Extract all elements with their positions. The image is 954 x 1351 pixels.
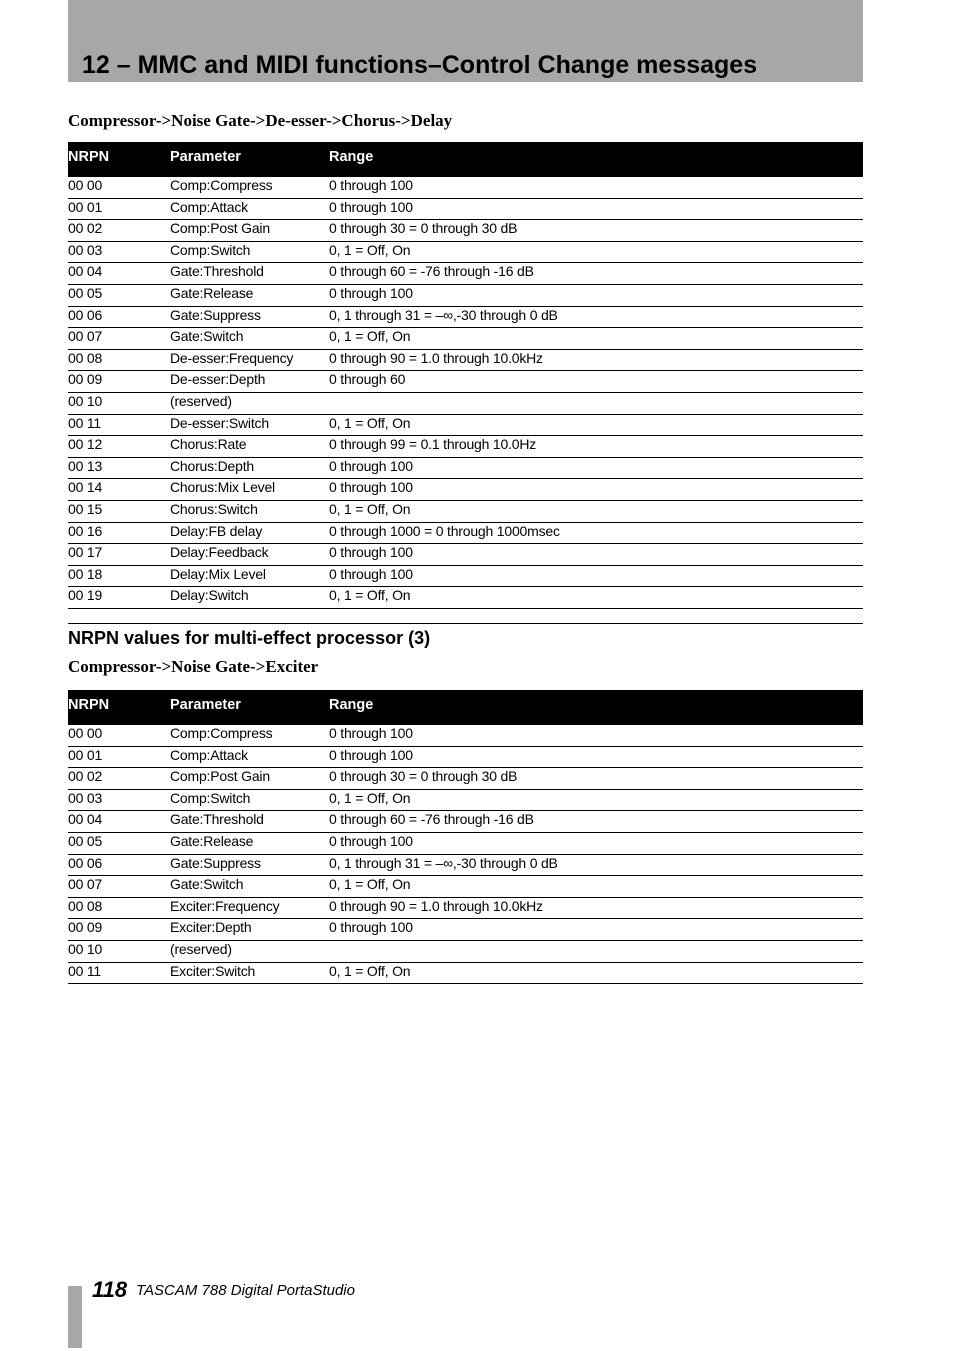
cell-parameter: De-esser:Switch bbox=[170, 414, 329, 436]
cell-parameter: Delay:FB delay bbox=[170, 522, 329, 544]
cell-range: 0 through 90 = 1.0 through 10.0kHz bbox=[329, 897, 863, 919]
column-header-nrpn: NRPN bbox=[68, 690, 170, 725]
cell-nrpn: 00 16 bbox=[68, 522, 170, 544]
table2-body bbox=[68, 725, 863, 984]
cell-parameter: Comp:Attack bbox=[170, 746, 329, 768]
footer-bar bbox=[68, 1286, 82, 1348]
cell-range: 0, 1 through 31 = –∞,-30 through 0 dB bbox=[329, 306, 863, 328]
cell-range: 0, 1 = Off, On bbox=[329, 328, 863, 350]
cell-range: 0, 1 = Off, On bbox=[329, 500, 863, 522]
nrpn-table-exciter bbox=[68, 690, 863, 984]
cell-parameter: Exciter:Depth bbox=[170, 919, 329, 941]
cell-range bbox=[329, 392, 863, 414]
cell-range: 0 through 90 = 1.0 through 10.0kHz bbox=[329, 349, 863, 371]
cell-range: 0 through 100 bbox=[329, 746, 863, 768]
cell-parameter: Chorus:Mix Level bbox=[170, 479, 329, 501]
table-row bbox=[68, 811, 863, 833]
table-row bbox=[68, 876, 863, 898]
cell-parameter: Gate:Release bbox=[170, 284, 329, 306]
section-title: NRPN values for multi-effect processor (3) bbox=[68, 628, 431, 648]
cell-nrpn: 00 08 bbox=[68, 897, 170, 919]
cell-range: 0, 1 = Off, On bbox=[329, 414, 863, 436]
cell-parameter: Delay:Switch bbox=[170, 587, 329, 609]
table1-body bbox=[68, 177, 863, 608]
cell-nrpn: 00 08 bbox=[68, 349, 170, 371]
column-header-nrpn: NRPN bbox=[68, 142, 170, 177]
table-row bbox=[68, 544, 863, 566]
cell-nrpn: 00 06 bbox=[68, 854, 170, 876]
cell-nrpn: 00 01 bbox=[68, 746, 170, 768]
cell-range bbox=[329, 940, 863, 962]
cell-range: 0, 1 through 31 = –∞,-30 through 0 dB bbox=[329, 854, 863, 876]
cell-range: 0 through 100 bbox=[329, 832, 863, 854]
cell-nrpn: 00 10 bbox=[68, 392, 170, 414]
cell-parameter: Comp:Post Gain bbox=[170, 220, 329, 242]
table1-subtitle: Compressor->Noise Gate->De-esser->Chorus->Delay bbox=[68, 111, 453, 130]
cell-parameter: Chorus:Depth bbox=[170, 457, 329, 479]
table-row bbox=[68, 832, 863, 854]
cell-range: 0, 1 = Off, On bbox=[329, 876, 863, 898]
table-row bbox=[68, 457, 863, 479]
cell-range: 0, 1 = Off, On bbox=[329, 241, 863, 263]
column-header-parameter: Parameter bbox=[170, 690, 329, 725]
cell-nrpn: 00 07 bbox=[68, 876, 170, 898]
cell-parameter: (reserved) bbox=[170, 940, 329, 962]
cell-parameter: Gate:Threshold bbox=[170, 811, 329, 833]
table-row bbox=[68, 897, 863, 919]
cell-range: 0, 1 = Off, On bbox=[329, 962, 863, 984]
cell-parameter: Chorus:Switch bbox=[170, 500, 329, 522]
table-row bbox=[68, 220, 863, 242]
cell-nrpn: 00 11 bbox=[68, 414, 170, 436]
cell-parameter: Delay:Feedback bbox=[170, 544, 329, 566]
table-row bbox=[68, 479, 863, 501]
cell-parameter: Gate:Threshold bbox=[170, 263, 329, 285]
cell-range: 0 through 1000 = 0 through 1000msec bbox=[329, 522, 863, 544]
cell-nrpn: 00 02 bbox=[68, 220, 170, 242]
table-header-row bbox=[68, 142, 863, 177]
table-row bbox=[68, 371, 863, 393]
cell-parameter: Gate:Suppress bbox=[170, 306, 329, 328]
cell-parameter: Comp:Compress bbox=[170, 177, 329, 198]
table-row bbox=[68, 919, 863, 941]
cell-nrpn: 00 01 bbox=[68, 198, 170, 220]
table-row bbox=[68, 436, 863, 458]
cell-range: 0 through 30 = 0 through 30 dB bbox=[329, 768, 863, 790]
table-row bbox=[68, 177, 863, 198]
cell-range: 0 through 100 bbox=[329, 457, 863, 479]
cell-parameter: Exciter:Switch bbox=[170, 962, 329, 984]
cell-nrpn: 00 03 bbox=[68, 789, 170, 811]
chapter-title: 12 – MMC and MIDI functions–Control Change messages bbox=[82, 51, 758, 79]
cell-parameter: De-esser:Frequency bbox=[170, 349, 329, 371]
cell-parameter: De-esser:Depth bbox=[170, 371, 329, 393]
table-row bbox=[68, 500, 863, 522]
cell-nrpn: 00 14 bbox=[68, 479, 170, 501]
cell-range: 0 through 100 bbox=[329, 479, 863, 501]
cell-nrpn: 00 04 bbox=[68, 263, 170, 285]
cell-range: 0 through 99 = 0.1 through 10.0Hz bbox=[329, 436, 863, 458]
cell-parameter: Gate:Switch bbox=[170, 876, 329, 898]
cell-nrpn: 00 00 bbox=[68, 725, 170, 746]
nrpn-table-chorus-delay bbox=[68, 142, 863, 609]
cell-parameter: Chorus:Rate bbox=[170, 436, 329, 458]
cell-parameter: Gate:Release bbox=[170, 832, 329, 854]
page-number: 118 bbox=[92, 1277, 128, 1302]
cell-nrpn: 00 05 bbox=[68, 284, 170, 306]
cell-range: 0 through 100 bbox=[329, 544, 863, 566]
cell-range: 0 through 100 bbox=[329, 198, 863, 220]
cell-nrpn: 00 04 bbox=[68, 811, 170, 833]
footer-product-name: TASCAM 788 Digital PortaStudio bbox=[136, 1282, 355, 1299]
table-row bbox=[68, 789, 863, 811]
cell-nrpn: 00 09 bbox=[68, 919, 170, 941]
table-row bbox=[68, 565, 863, 587]
cell-parameter: Comp:Attack bbox=[170, 198, 329, 220]
cell-nrpn: 00 11 bbox=[68, 962, 170, 984]
cell-nrpn: 00 10 bbox=[68, 940, 170, 962]
cell-range: 0 through 100 bbox=[329, 565, 863, 587]
table-row bbox=[68, 328, 863, 350]
cell-parameter: (reserved) bbox=[170, 392, 329, 414]
table-row bbox=[68, 241, 863, 263]
cell-parameter: Comp:Compress bbox=[170, 725, 329, 746]
table-row bbox=[68, 746, 863, 768]
cell-nrpn: 00 07 bbox=[68, 328, 170, 350]
column-header-range: Range bbox=[329, 142, 863, 177]
cell-range: 0 through 60 = -76 through -16 dB bbox=[329, 263, 863, 285]
cell-parameter: Comp:Post Gain bbox=[170, 768, 329, 790]
table-row bbox=[68, 768, 863, 790]
cell-range: 0 through 100 bbox=[329, 919, 863, 941]
cell-nrpn: 00 02 bbox=[68, 768, 170, 790]
table-row bbox=[68, 725, 863, 746]
table-row bbox=[68, 392, 863, 414]
table-row bbox=[68, 522, 863, 544]
column-header-range: Range bbox=[329, 690, 863, 725]
table-row bbox=[68, 962, 863, 984]
cell-nrpn: 00 03 bbox=[68, 241, 170, 263]
section-divider bbox=[68, 623, 863, 624]
cell-range: 0 through 100 bbox=[329, 725, 863, 746]
table-row bbox=[68, 414, 863, 436]
table-row bbox=[68, 587, 863, 609]
cell-nrpn: 00 00 bbox=[68, 177, 170, 198]
cell-nrpn: 00 05 bbox=[68, 832, 170, 854]
cell-parameter: Comp:Switch bbox=[170, 789, 329, 811]
table-row bbox=[68, 854, 863, 876]
table-row bbox=[68, 198, 863, 220]
cell-range: 0 through 30 = 0 through 30 dB bbox=[329, 220, 863, 242]
cell-range: 0 through 60 = -76 through -16 dB bbox=[329, 811, 863, 833]
cell-nrpn: 00 18 bbox=[68, 565, 170, 587]
cell-range: 0 through 100 bbox=[329, 284, 863, 306]
cell-range: 0 through 100 bbox=[329, 177, 863, 198]
column-header-parameter: Parameter bbox=[170, 142, 329, 177]
table-row bbox=[68, 263, 863, 285]
table-row bbox=[68, 940, 863, 962]
cell-nrpn: 00 13 bbox=[68, 457, 170, 479]
table-row bbox=[68, 306, 863, 328]
cell-parameter: Comp:Switch bbox=[170, 241, 329, 263]
cell-range: 0 through 60 bbox=[329, 371, 863, 393]
table-row bbox=[68, 349, 863, 371]
cell-range: 0, 1 = Off, On bbox=[329, 789, 863, 811]
cell-nrpn: 00 09 bbox=[68, 371, 170, 393]
cell-parameter: Gate:Suppress bbox=[170, 854, 329, 876]
table-row bbox=[68, 284, 863, 306]
table2-subtitle: Compressor->Noise Gate->Exciter bbox=[68, 657, 319, 676]
table-header-row bbox=[68, 690, 863, 725]
cell-nrpn: 00 06 bbox=[68, 306, 170, 328]
cell-parameter: Exciter:Frequency bbox=[170, 897, 329, 919]
cell-nrpn: 00 15 bbox=[68, 500, 170, 522]
cell-range: 0, 1 = Off, On bbox=[329, 587, 863, 609]
cell-parameter: Delay:Mix Level bbox=[170, 565, 329, 587]
cell-nrpn: 00 19 bbox=[68, 587, 170, 609]
cell-nrpn: 00 17 bbox=[68, 544, 170, 566]
cell-nrpn: 00 12 bbox=[68, 436, 170, 458]
cell-parameter: Gate:Switch bbox=[170, 328, 329, 350]
